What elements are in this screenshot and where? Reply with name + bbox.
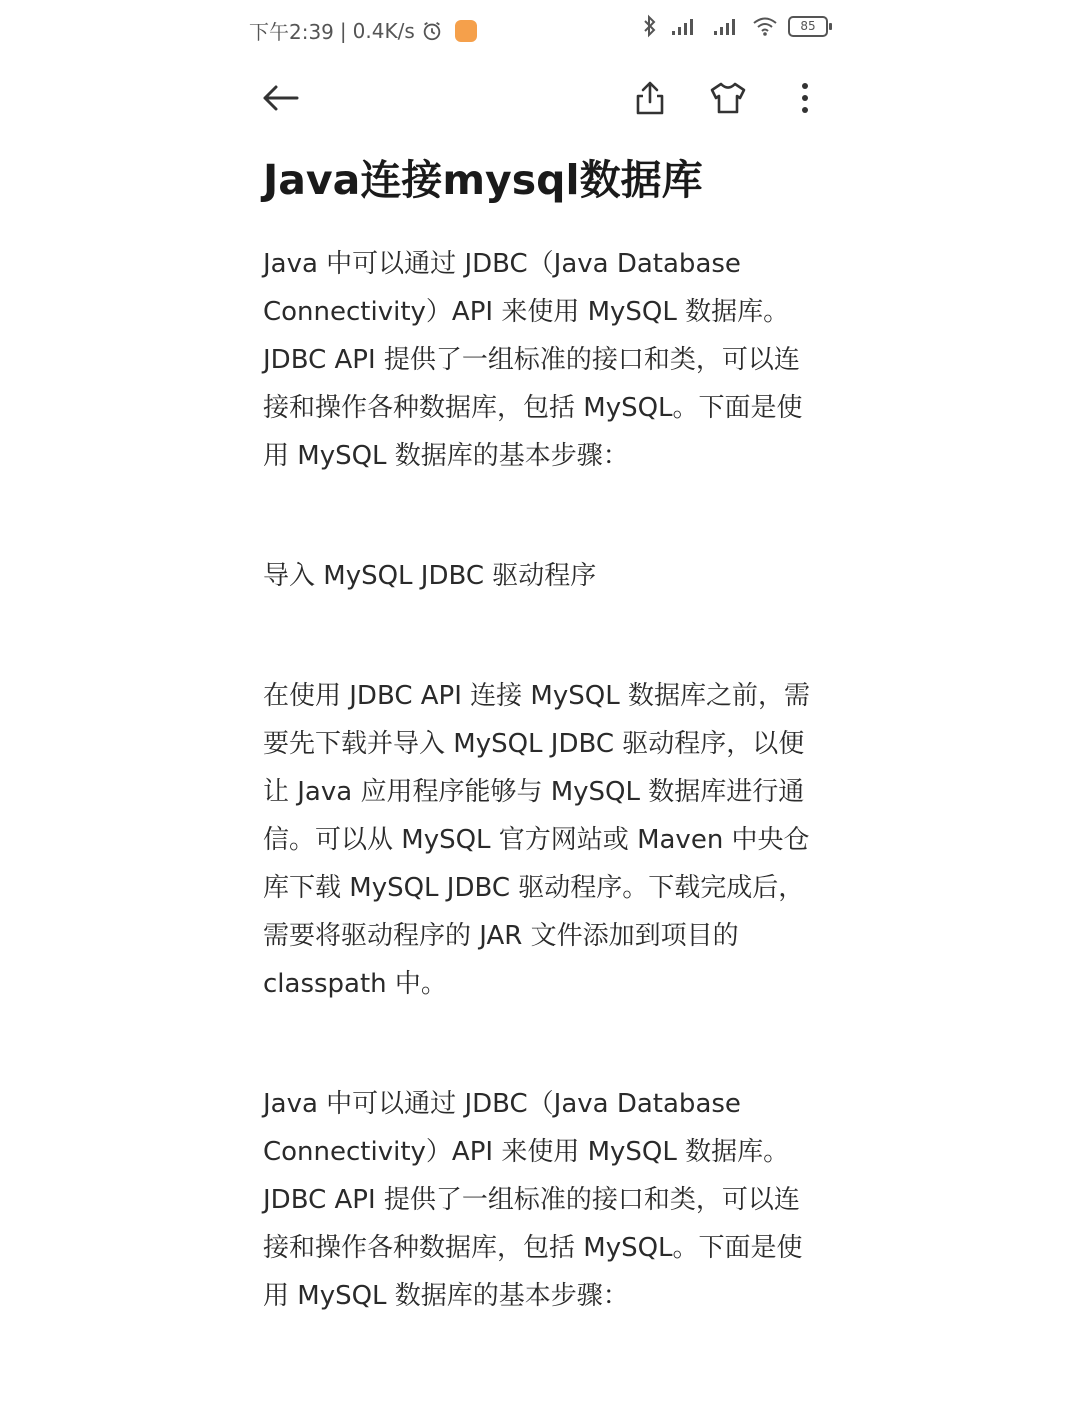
status-bar [0,0,1080,60]
arrow-left-icon [261,83,299,113]
share-icon [635,80,665,116]
status-time: 下午2:39 [249,20,334,44]
back-button[interactable] [252,70,308,126]
article-title: Java连接mysql数据库 [263,156,703,204]
status-separator: | [339,18,347,43]
share-button[interactable] [622,70,678,126]
article-paragraph: Java 中可以通过 JDBC（Java Database Connectivity）API 来使用 MySQL 数据库。JDBC API 提供了一组标准的接口和类，可以连接和操作各种数据库，包括 MySQL。下面是使用 MySQL 数据库的基本步骤： [263,1089,803,1311]
status-speed: 0.4K/s [352,18,415,43]
app-notification-icon [455,20,477,42]
article-content [263,150,823,1320]
signal-icon-2 [710,15,742,37]
battery-icon: 85 [788,16,828,37]
status-left [249,16,477,45]
status-right [642,14,828,38]
article-paragraph: Java 中可以通过 JDBC（Java Database Connectivity）API 来使用 MySQL 数据库。JDBC API 提供了一组标准的接口和类，可以连接和操作各种数据库，包括 MySQL。下面是使用 MySQL 数据库的基本步骤： [263,249,803,471]
more-vertical-icon [800,82,810,114]
theme-button[interactable] [700,70,756,126]
bluetooth-icon [642,14,658,38]
wifi-icon [752,15,778,37]
article-paragraph: 导入 MySQL JDBC 驱动程序 [263,561,597,591]
signal-icon [668,15,700,37]
alarm-icon [421,20,443,42]
toolbar [0,70,1080,126]
tshirt-icon [709,81,747,115]
article-paragraph: 在使用 JDBC API 连接 MySQL 数据库之前，需要先下载并导入 MySQL JDBC 驱动程序，以便让 Java 应用程序能够与 MySQL 数据库进行通信。可以从 MySQL 官方网站或 Maven 中央仓库下载 MySQL JDBC 驱动程序。下载完成后，需要将驱动程序的 JAR 文件添加到项目的 classpath 中。 [263,681,810,999]
more-button[interactable] [777,70,833,126]
